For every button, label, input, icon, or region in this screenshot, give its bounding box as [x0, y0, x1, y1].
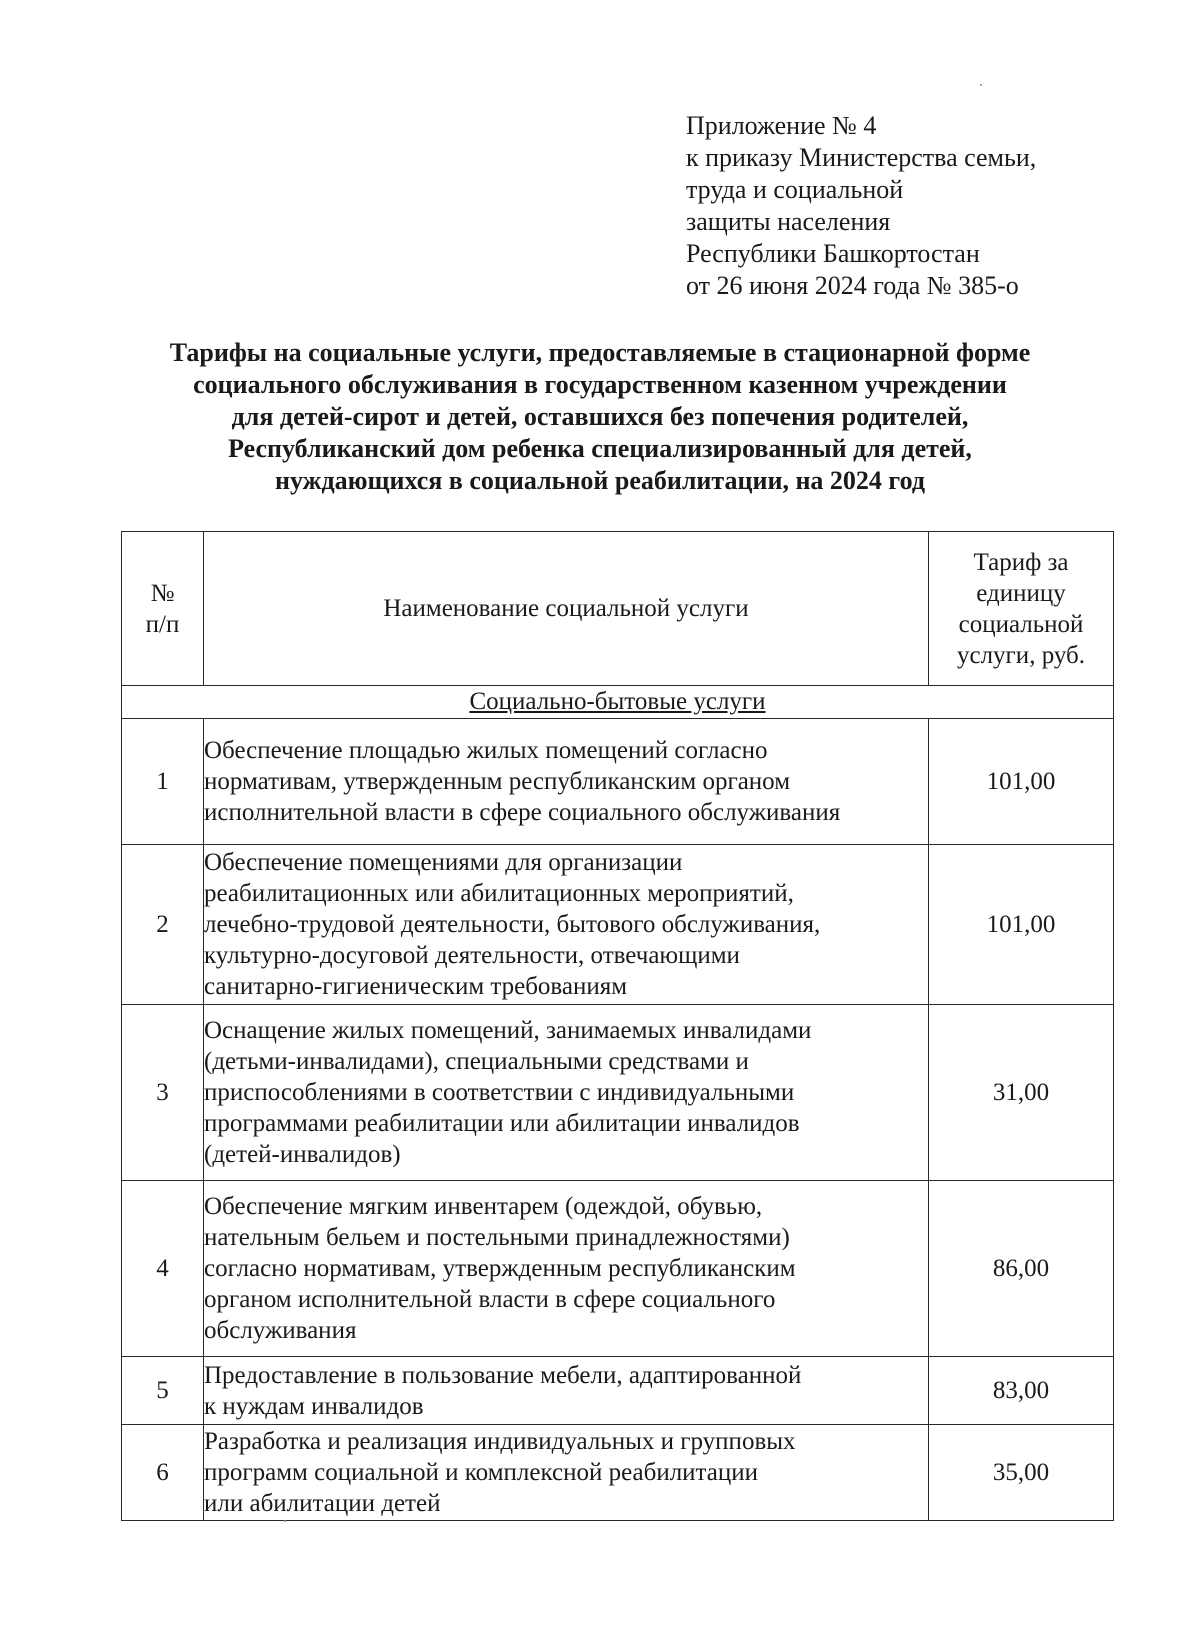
service-name-line: Обеспечение площадью жилых помещений согласно	[204, 737, 768, 764]
appendix-line: труда и социальной	[686, 175, 904, 204]
service-name-line: нательным бельем и постельными принадлежностями)	[204, 1224, 790, 1251]
section-title: Социально-бытовые услуги	[122, 686, 1114, 719]
column-header-service-name	[204, 532, 929, 686]
tariff-value: 35,00	[929, 1425, 1114, 1521]
section-row	[122, 686, 1114, 719]
service-name-line: органом исполнительной власти в сфере социального	[204, 1286, 776, 1313]
tariff-table	[121, 531, 1114, 1521]
service-name	[204, 845, 929, 1005]
service-name	[204, 1005, 929, 1181]
service-name-line: программами реабилитации или абилитации инвалидов	[204, 1110, 800, 1137]
service-name-line: обслуживания	[204, 1317, 357, 1344]
appendix-line: от 26 июня 2024 года № 385-о	[686, 271, 1019, 300]
table-row	[122, 1005, 1114, 1181]
table-row	[122, 1425, 1114, 1521]
row-number: 4	[122, 1181, 204, 1357]
column-header-number	[122, 532, 204, 686]
service-name-line: Обеспечение помещениями для организации	[204, 849, 683, 876]
service-name-line: Оснащение жилых помещений, занимаемых инвалидами	[204, 1017, 812, 1044]
header-text: п/п	[145, 610, 180, 638]
appendix-line: защиты населения	[686, 207, 891, 236]
appendix-line: к приказу Министерства семьи,	[686, 143, 1037, 172]
appendix-line: Приложение № 4	[686, 111, 877, 140]
header-text: №	[150, 579, 175, 607]
service-name-line: (детьми-инвалидами), специальными средствами и	[204, 1048, 749, 1075]
service-name-line: Предоставление в пользование мебели, адаптированной	[204, 1361, 802, 1389]
service-name	[204, 1425, 929, 1521]
service-name-line: санитарно-гигиеническим требованиям	[204, 973, 628, 1000]
tariff-value: 83,00	[929, 1357, 1114, 1425]
table-row	[122, 845, 1114, 1005]
title-line: социального обслуживания в государственном казенном учреждении	[193, 370, 1007, 399]
service-name	[204, 1357, 929, 1425]
title-line: нуждающихся в социальной реабилитации, на 2024 год	[275, 466, 925, 495]
tariff-value: 31,00	[929, 1005, 1114, 1181]
service-name-line: или абилитации детей	[204, 1490, 441, 1517]
table-row	[122, 1181, 1114, 1357]
row-number: 6	[122, 1425, 204, 1521]
tariff-value: 101,00	[929, 719, 1114, 845]
service-name-line: Обеспечение мягким инвентарем (одеждой, обувью,	[204, 1193, 763, 1220]
row-number: 1	[122, 719, 204, 845]
title-line: Тарифы на социальные услуги, предоставляемые в стационарной форме	[169, 338, 1031, 367]
column-header-tariff	[929, 532, 1114, 686]
document-title	[120, 337, 1080, 497]
table-row	[122, 1357, 1114, 1425]
service-name-line: программ социальной и комплексной реабилитации	[204, 1459, 759, 1486]
appendix-line: Республики Башкортостан	[686, 239, 980, 268]
row-number: 5	[122, 1357, 204, 1425]
tariff-value: 86,00	[929, 1181, 1114, 1357]
header-text: социальной	[958, 610, 1084, 638]
service-name-line: реабилитационных или абилитационных мероприятий,	[204, 880, 794, 907]
scan-speck	[980, 84, 982, 86]
service-name-line: к нуждам инвалидов	[204, 1392, 424, 1420]
service-name-line: (детей-инвалидов)	[204, 1141, 401, 1168]
service-name-line: нормативам, утвержденным республиканским органом	[204, 768, 791, 795]
service-name-line: исполнительной власти в сфере социального обслуживания	[204, 799, 841, 826]
service-name	[204, 719, 929, 845]
table-header-row	[122, 532, 1114, 686]
service-name-line: лечебно-трудовой деятельности, бытового обслуживания,	[204, 911, 821, 938]
service-name	[204, 1181, 929, 1357]
table-row	[122, 719, 1114, 845]
header-text: единицу	[976, 579, 1066, 607]
title-line: Республиканский дом ребенка специализированный для детей,	[228, 434, 972, 463]
appendix-header	[686, 110, 1036, 302]
row-number: 2	[122, 845, 204, 1005]
service-name-line: культурно-досуговой деятельности, отвечающими	[204, 942, 740, 969]
row-number: 3	[122, 1005, 204, 1181]
service-name-line: Разработка и реализация индивидуальных и групповых	[204, 1428, 796, 1455]
header-text: Тариф за	[973, 548, 1069, 576]
header-text: Наименование социальной услуги	[383, 595, 749, 622]
header-text: услуги, руб.	[956, 641, 1085, 669]
scan-speck	[284, 1520, 286, 1522]
service-name-line: согласно нормативам, утвержденным республиканским	[204, 1255, 796, 1282]
tariff-value: 101,00	[929, 845, 1114, 1005]
service-name-line: приспособлениями в соответствии с индивидуальными	[204, 1079, 795, 1106]
title-line: для детей-сирот и детей, оставшихся без попечения родителей,	[231, 402, 969, 431]
